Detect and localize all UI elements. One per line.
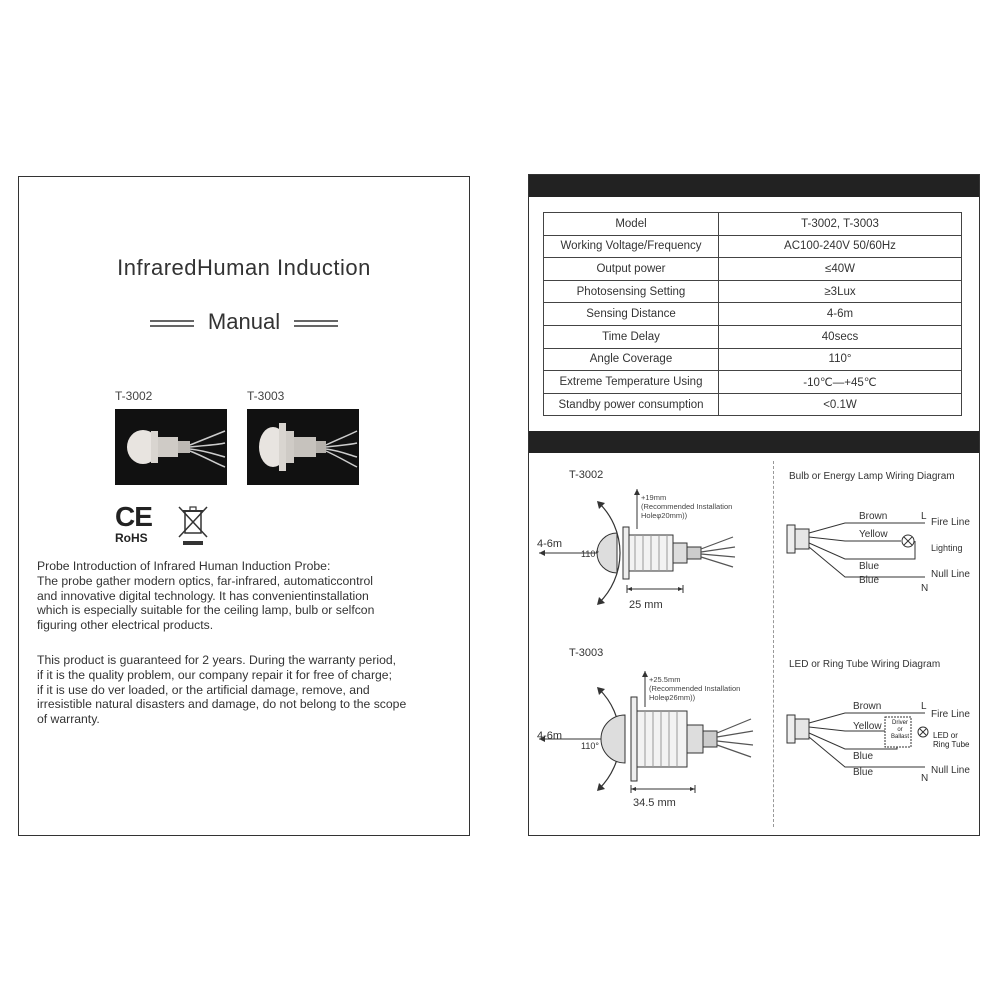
- spec-value: ≥3Lux: [719, 280, 962, 303]
- spec-row: [544, 235, 962, 258]
- manual-subtitle-row: [19, 309, 469, 335]
- led-text: LED or: [933, 731, 958, 740]
- null-line-label: Null Line: [931, 569, 970, 580]
- right-decor-bars: [294, 320, 338, 327]
- manual-title: InfraredHuman Induction: [117, 255, 371, 280]
- width-label-t3002: 25 mm: [629, 599, 663, 611]
- hole-note-line: (Recommended Installation: [641, 502, 733, 511]
- led-text: Ring Tube: [933, 740, 970, 749]
- driver-text: or: [897, 727, 903, 733]
- diagram-model-t3003: T-3003: [569, 647, 604, 659]
- spec-value: -10℃—+45℃: [719, 371, 962, 394]
- middle-black-bar: [529, 431, 979, 453]
- angle-label-t3002: 110°: [581, 549, 599, 559]
- angle-label-t3003: 110°: [581, 741, 599, 751]
- product-photo-t3003: [247, 409, 359, 485]
- bulb-wiring-title: Bulb or Energy Lamp Wiring Diagram: [789, 471, 955, 482]
- width-label-t3003: 34.5 mm: [633, 797, 676, 809]
- spec-row: [544, 371, 962, 394]
- driver-text: Driver: [892, 720, 908, 726]
- warranty-line: of warranty.: [37, 712, 100, 727]
- wire-brown: Brown: [859, 511, 888, 522]
- specification-page: [528, 174, 980, 836]
- product-photo-t3002: [115, 409, 227, 485]
- terminal-n: N: [921, 583, 929, 594]
- model-label-t3002: T-3002: [115, 389, 153, 403]
- intro-line: and innovative digital technology. It has convenientinstallation: [37, 588, 369, 603]
- wire-blue: Blue: [853, 767, 874, 778]
- fire-line-label: Fire Line: [931, 709, 970, 720]
- wire-yellow: Yellow: [853, 721, 882, 732]
- ce-logo: CE: [115, 501, 152, 532]
- intro-line: figuring other electrical products.: [37, 618, 214, 633]
- wire-brown: Brown: [853, 701, 882, 712]
- warranty-line: irresistible natural disasters and damage, do not belong to the scope: [37, 697, 407, 712]
- wire-blue: Blue: [859, 561, 880, 572]
- rohs-logo: RoHS: [115, 531, 148, 545]
- spec-label: Photosensing Setting: [544, 280, 719, 303]
- spec-value: ≤40W: [719, 258, 962, 281]
- wire-yellow: Yellow: [859, 529, 888, 540]
- spec-value: AC100-240V 50/60Hz: [719, 235, 962, 258]
- warranty-line: if it is the quality problem, our company repair it for free of charge;: [37, 667, 392, 682]
- hole-size: +25.5mm: [649, 675, 681, 684]
- intro-line: Probe Introduction of Infrared Human Induction Probe:: [37, 559, 331, 573]
- driver-text: Ballast: [890, 734, 909, 740]
- hole-note-line: (Recommended Installation: [649, 684, 741, 693]
- wire-blue: Blue: [853, 751, 874, 762]
- spec-value: 110°: [719, 348, 962, 371]
- spec-row: [544, 258, 962, 281]
- range-label-t3003: 4-6m: [537, 730, 563, 742]
- spec-table: [543, 212, 962, 416]
- terminal-l: L: [921, 511, 927, 522]
- terminal-n: N: [921, 773, 929, 784]
- manual-subtitle: Manual: [207, 309, 281, 334]
- hole-note-t3003: [649, 675, 740, 702]
- range-label-t3002: 4-6m: [537, 538, 563, 550]
- warranty-statement: [37, 653, 457, 727]
- warranty-line: This product is guaranteed for 2 years. During the warranty period,: [37, 653, 397, 667]
- spec-value: 40secs: [719, 325, 962, 348]
- ce-rohs-mark: [115, 503, 159, 547]
- spec-label: Output power: [544, 258, 719, 281]
- hole-note-line: Holeφ20mm)): [641, 511, 688, 520]
- spec-label: Model: [544, 213, 719, 236]
- dashed-divider: [773, 461, 774, 827]
- spec-value: <0.1W: [719, 393, 962, 416]
- intro-line: which is especially suitable for the ceiling lamp, bulb or selfcon: [37, 603, 375, 618]
- left-decor-bars: [150, 320, 194, 327]
- spec-label: Working Voltage/Frequency: [544, 235, 719, 258]
- wire-blue: Blue: [859, 575, 880, 586]
- top-black-bar: [529, 175, 979, 197]
- spec-row: [544, 213, 962, 236]
- spec-row: [544, 393, 962, 416]
- fire-line-label: Fire Line: [931, 517, 970, 528]
- intro-line: The probe gather modern optics, far-infrared, automaticcontrol: [37, 573, 374, 588]
- null-line-label: Null Line: [931, 765, 970, 776]
- diagram-model-t3002: T-3002: [569, 469, 604, 481]
- hole-size: +19mm: [641, 493, 667, 502]
- spec-label: Extreme Temperature Using: [544, 371, 719, 394]
- weee-bin-icon: [175, 503, 211, 547]
- spec-value: T-3002, T-3003: [719, 213, 962, 236]
- spec-value: 4-6m: [719, 303, 962, 326]
- warranty-line: if it is use do ver loaded, or the artificial damage, remove, and: [37, 682, 370, 697]
- spec-label: Standby power consumption: [544, 393, 719, 416]
- spec-label: Time Delay: [544, 325, 719, 348]
- driver-box-label: [887, 720, 913, 741]
- hole-note-line: Holeφ26mm)): [649, 693, 696, 702]
- spec-row: [544, 325, 962, 348]
- hole-note-t3002: [641, 493, 732, 520]
- probe-introduction: [37, 559, 457, 633]
- spec-row: [544, 348, 962, 371]
- led-label: [933, 731, 969, 749]
- spec-row: [544, 303, 962, 326]
- spec-label: Sensing Distance: [544, 303, 719, 326]
- led-wiring-title: LED or Ring Tube Wiring Diagram: [789, 659, 941, 670]
- terminal-l: L: [921, 701, 927, 712]
- spec-row: [544, 280, 962, 303]
- manual-cover-page: [18, 176, 470, 836]
- lighting-label: Lighting: [931, 543, 963, 553]
- spec-label: Angle Coverage: [544, 348, 719, 371]
- model-label-t3003: T-3003: [247, 389, 285, 403]
